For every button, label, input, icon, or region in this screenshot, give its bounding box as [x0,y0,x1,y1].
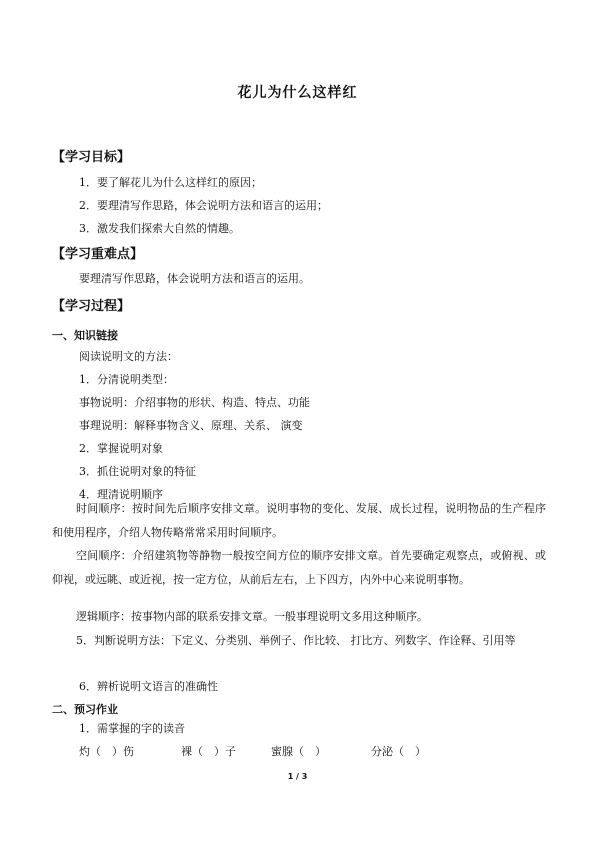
page-title: 花儿为什么这样红 [237,85,358,101]
knowledge-line-2: 1．分清说明类型： [79,373,174,386]
process-heading: 【学习过程】 [52,299,131,314]
key-points-heading: 【学习重难点】 [52,247,144,262]
knowledge-line-6: 3．抓住说明对象的特征 [79,465,196,478]
goal-item-3: 3．激发我们探索大自然的情趣。 [79,222,240,235]
preview-heading: 二、预习作业 [52,703,118,716]
pronunciation-item: 分泌（ ） [371,745,426,758]
knowledge-line-7: 4．理清说明顺序 [79,488,163,501]
goal-item-1: 1．要了解花儿为什么这样红的原因； [79,176,262,189]
goal-item-2: 2．要理清写作思路，体会说明方法和语言的运用； [79,199,328,212]
logic-order-paragraph: 逻辑顺序：按事物内部的联系安排文章。一般事理说明文多用这种顺序。 [76,610,428,623]
pronunciation-item: 灼（ ）伤 [79,745,134,758]
knowledge-line-4: 事理说明：解释事物含义、原理、关系、 演变 [79,419,303,432]
knowledge-line-5: 2．掌握说明对象 [79,442,163,455]
key-points-text: 要理清写作思路，体会说明方法和语言的运用。 [79,272,310,285]
page-number: 1 / 3 [287,772,308,781]
pronunciation-item: 蜜腺（ ） [271,745,326,758]
knowledge-line-3: 事物说明：介绍事物的形状、构造、特点、功能 [79,396,310,409]
preview-item-1: 1．需掌握的字的读音 [79,722,185,735]
pronunciation-item: 裸（ ）子 [181,745,236,758]
time-order-paragraph: 时间顺序：按时间先后顺序安排文章。说明事物的变化、发展、成长过程，说明物品的生产程序和使用程序，介绍人物传略常常采用时间顺序。 [52,502,546,539]
language-line: 6．辨析说明文语言的准确性 [79,680,218,693]
knowledge-line-1: 阅读说明文的方法： [79,350,178,363]
knowledge-link-heading: 一、知识链接 [52,329,118,342]
space-order-paragraph: 空间顺序：介绍建筑物等静物一般按空间方位的顺序安排文章。首先要确定观察点，或俯视、或仰视，或远眺、或近视，按一定方位，从前后左右，上下四方，内外中心来说明事物。 [52,549,546,586]
goals-heading: 【学习目标】 [52,150,131,165]
methods-paragraph: 5．判断说明方法：下定义、分类别、举例子、作比较、 打比方、列数字、作诠释、引用等 [76,634,516,647]
